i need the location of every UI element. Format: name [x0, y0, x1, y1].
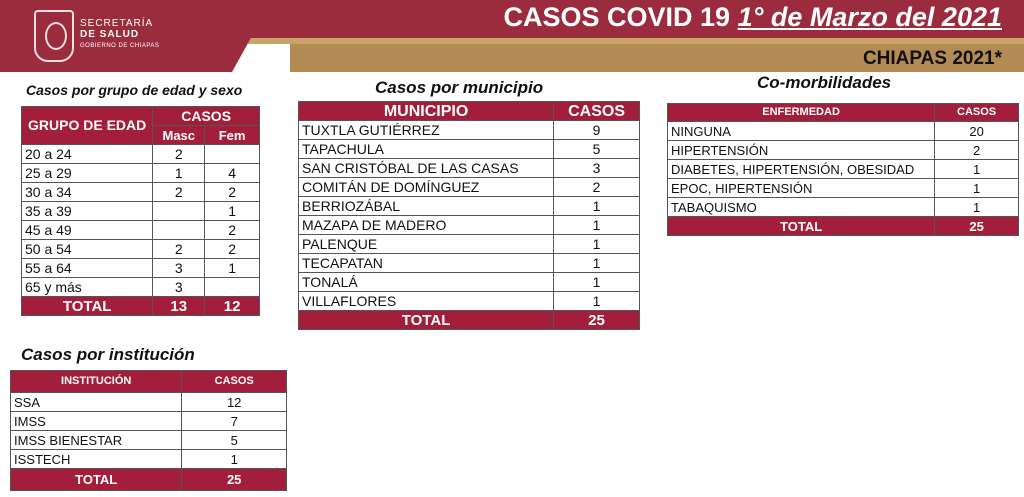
cases-cell: 1	[935, 179, 1019, 198]
total-fem: 12	[205, 297, 260, 316]
table-row	[22, 164, 260, 183]
title-date: 1° de Marzo del 2021	[737, 2, 1002, 32]
table-row	[22, 145, 260, 164]
masc-cell: 2	[153, 240, 205, 259]
total-row	[22, 297, 260, 316]
table-row	[22, 183, 260, 202]
age-group-cell: 50 a 54	[22, 240, 153, 259]
col-municipio: MUNICIPIO	[299, 102, 554, 121]
age-group-cell: 35 a 39	[22, 202, 153, 221]
municipality-table	[298, 101, 640, 330]
cases-cell: 3	[554, 159, 640, 178]
cases-cell: 1	[554, 254, 640, 273]
institution-table	[10, 370, 287, 491]
masc-cell: 1	[153, 164, 205, 183]
age-group-cell: 25 a 29	[22, 164, 153, 183]
col-grupo-edad: GRUPO DE EDAD	[22, 107, 153, 145]
agency-line3: GOBIERNO DE CHIAPAS	[80, 43, 160, 49]
municipality-cell: MAZAPA DE MADERO	[299, 216, 554, 235]
cases-cell: 1	[554, 292, 640, 311]
total-row	[668, 217, 1019, 236]
cases-cell: 2	[554, 178, 640, 197]
masc-cell	[153, 221, 205, 240]
section-title-comorbilidades: Co-morbilidades	[757, 73, 892, 92]
agency-name	[80, 18, 159, 50]
cases-cell: 1	[935, 160, 1019, 179]
table-row	[22, 202, 260, 221]
table-row	[299, 197, 640, 216]
total-label: TOTAL	[299, 311, 554, 330]
municipality-cell: COMITÁN DE DOMÍNGUEZ	[299, 178, 554, 197]
table-row	[11, 450, 287, 469]
table-row	[668, 160, 1019, 179]
region-title: CHIAPAS 2021*	[862, 48, 1002, 69]
cases-cell: 5	[182, 431, 287, 450]
table-row	[22, 221, 260, 240]
cases-cell: 1	[554, 235, 640, 254]
coat-of-arms-icon	[34, 10, 74, 62]
table-row	[11, 393, 287, 412]
cases-cell: 1	[554, 273, 640, 292]
cases-cell: 1	[182, 450, 287, 469]
table-row	[668, 122, 1019, 141]
col-masc: Masc	[153, 126, 205, 145]
table-row	[11, 431, 287, 450]
total-label: TOTAL	[11, 469, 182, 491]
table-row	[668, 179, 1019, 198]
fem-cell: 4	[205, 164, 260, 183]
table-row	[668, 198, 1019, 217]
age-sex-table	[21, 106, 260, 316]
cases-cell: 2	[935, 141, 1019, 160]
municipality-cell: TAPACHULA	[299, 140, 554, 159]
cases-cell: 9	[554, 121, 640, 140]
fem-cell: 2	[205, 240, 260, 259]
municipality-cell: PALENQUE	[299, 235, 554, 254]
cases-cell: 5	[554, 140, 640, 159]
total-value: 25	[935, 217, 1019, 236]
disease-cell: HIPERTENSIÓN	[668, 141, 935, 160]
masc-cell: 3	[153, 259, 205, 278]
cases-cell: 1	[554, 216, 640, 235]
cases-cell: 7	[182, 412, 287, 431]
total-label: TOTAL	[22, 297, 153, 316]
fem-cell	[205, 145, 260, 164]
total-value: 25	[554, 311, 640, 330]
institution-rows	[11, 393, 287, 469]
cases-cell: 1	[554, 197, 640, 216]
masc-cell	[153, 202, 205, 221]
table-row	[22, 259, 260, 278]
cases-cell: 12	[182, 393, 287, 412]
age-group-cell: 30 a 34	[22, 183, 153, 202]
col-enfermedad: ENFERMEDAD	[668, 104, 935, 122]
section-title-institucion: Casos por institución	[21, 345, 195, 364]
disease-cell: EPOC, HIPERTENSIÓN	[668, 179, 935, 198]
agency-line1: SECRETARÍA	[80, 18, 154, 29]
total-value: 25	[182, 469, 287, 491]
table-row	[299, 292, 640, 311]
table-row	[299, 254, 640, 273]
col-casos: CASOS	[153, 107, 260, 126]
table-row	[299, 273, 640, 292]
table-row	[11, 412, 287, 431]
municipality-cell: SAN CRISTÓBAL DE LAS CASAS	[299, 159, 554, 178]
table-row	[299, 121, 640, 140]
fem-cell: 2	[205, 221, 260, 240]
masc-cell: 2	[153, 145, 205, 164]
disease-cell: TABAQUISMO	[668, 198, 935, 217]
municipality-cell: VILLAFLORES	[299, 292, 554, 311]
table-row	[22, 278, 260, 297]
page-title	[504, 2, 1002, 33]
institution-cell: SSA	[11, 393, 182, 412]
fem-cell: 1	[205, 202, 260, 221]
disease-cell: NINGUNA	[668, 122, 935, 141]
institution-cell: IMSS	[11, 412, 182, 431]
municipality-rows	[299, 121, 640, 311]
section-title-municipio: Casos por municipio	[375, 78, 544, 97]
table-row	[668, 141, 1019, 160]
masc-cell: 3	[153, 278, 205, 297]
cases-cell: 20	[935, 122, 1019, 141]
age-sex-rows	[22, 145, 260, 297]
col-casos: CASOS	[935, 104, 1019, 122]
institution-cell: ISSTECH	[11, 450, 182, 469]
total-masc: 13	[153, 297, 205, 316]
table-row	[299, 178, 640, 197]
table-row	[22, 240, 260, 259]
table-row	[299, 216, 640, 235]
col-casos: CASOS	[182, 371, 287, 393]
fem-cell	[205, 278, 260, 297]
municipality-cell: TECAPATAN	[299, 254, 554, 273]
table-row	[299, 235, 640, 254]
municipality-cell: TUXTLA GUTIÉRREZ	[299, 121, 554, 140]
municipality-cell: TONALÁ	[299, 273, 554, 292]
table-row	[299, 140, 640, 159]
comorbidity-rows	[668, 122, 1019, 217]
age-group-cell: 20 a 24	[22, 145, 153, 164]
cases-cell: 1	[935, 198, 1019, 217]
total-label: TOTAL	[668, 217, 935, 236]
masc-cell: 2	[153, 183, 205, 202]
title-prefix: CASOS COVID 19	[503, 2, 738, 32]
age-group-cell: 65 y más	[22, 278, 153, 297]
total-row	[299, 311, 640, 330]
agency-line2: DE SALUD	[80, 29, 140, 40]
institution-cell: IMSS BIENESTAR	[11, 431, 182, 450]
table-row	[299, 159, 640, 178]
age-group-cell: 55 a 64	[22, 259, 153, 278]
age-group-cell: 45 a 49	[22, 221, 153, 240]
col-casos: CASOS	[554, 102, 640, 121]
comorbidities-table	[667, 103, 1019, 236]
municipality-cell: BERRIOZÁBAL	[299, 197, 554, 216]
col-fem: Fem	[205, 126, 260, 145]
total-row	[11, 469, 287, 491]
fem-cell: 2	[205, 183, 260, 202]
col-institucion: INSTITUCIÓN	[11, 371, 182, 393]
section-title-edad: Casos por grupo de edad y sexo	[26, 82, 243, 98]
page-header	[0, 0, 1024, 72]
fem-cell: 1	[205, 259, 260, 278]
disease-cell: DIABETES, HIPERTENSIÓN, OBESIDAD	[668, 160, 935, 179]
